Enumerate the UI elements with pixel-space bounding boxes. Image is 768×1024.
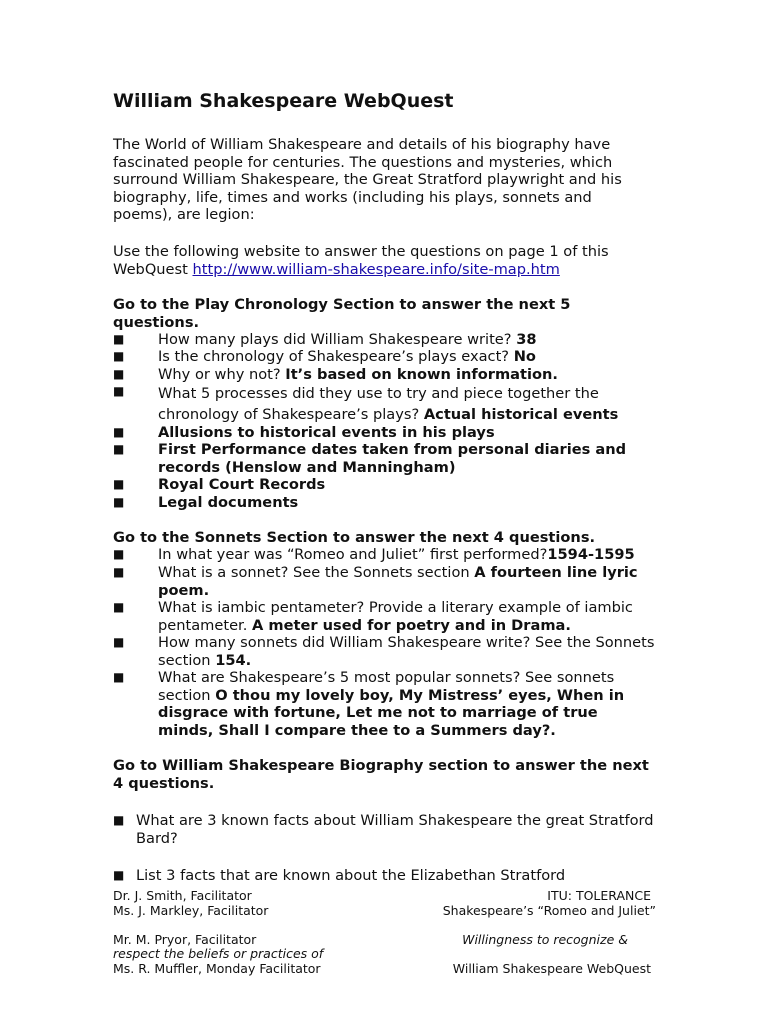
question-text: What are Shakespeare’s 5 most popular sonnets? See sonnets section [158, 669, 615, 704]
question-text: List 3 facts that are known about the Elizabethan Stratford [136, 867, 566, 884]
bullet-icon: ■ [113, 868, 125, 882]
section1-heading: Go to the Play Chronology Section to answer the next 5 questions. [113, 296, 571, 331]
footer-tolerance-definition-end: respect the beliefs or practices of [113, 946, 324, 961]
footer-itu-label: ITU: TOLERANCE [547, 888, 651, 903]
question-text: How many sonnets did William Shakespeare write? See the Sonnets section [158, 634, 655, 669]
question-text: How many plays did William Shakespeare write? [158, 331, 517, 348]
website-intro-text: Use the following website to answer the questions on page 1 of this WebQuest [113, 243, 609, 278]
bullet-icon: ■ [113, 600, 125, 614]
question-text: Why or why not? [158, 366, 286, 383]
answer-text: A fourteen line lyric poem. [158, 564, 638, 599]
bullet-icon: ■ [113, 349, 125, 363]
answer-text: No [513, 348, 536, 365]
bullet-icon: ■ [113, 565, 125, 579]
footer-unit-title: Shakespeare’s “Romeo and Juliet” [442, 903, 656, 918]
bullet-icon: ■ [113, 367, 125, 381]
footer-facilitator-markley: Ms. J. Markley, Facilitator [113, 903, 269, 918]
bullet-icon: ■ [113, 442, 125, 456]
question-text: What is iambic pentameter? Provide a literary example of iambic pentameter. [158, 599, 633, 634]
footer-facilitator-smith: Dr. J. Smith, Facilitator [113, 888, 252, 903]
answer-text: 154. [215, 651, 252, 669]
website-paragraph [113, 243, 653, 278]
footer-facilitator-pryor: Mr. M. Pryor, Facilitator [113, 932, 257, 947]
answer-text: Royal Court Records [158, 476, 326, 493]
footer-webquest-title: William Shakespeare WebQuest [452, 961, 651, 976]
answer-text: First Performance dates taken from personal diaries and records (Henslow and Manningham) [158, 441, 627, 476]
intro-paragraph: The World of William Shakespeare and details of his biography have fascinated people for centuries. The questions and mysteries, which surround William Shakespeare, the Great Stratford playwright and his biography, life, times and works (including his plays, sonnets and poems), are legion: [113, 136, 622, 224]
page-title: William Shakespeare WebQuest [113, 90, 454, 112]
bullet-icon: ■ [113, 477, 125, 491]
bullet-icon: ■ [113, 384, 125, 398]
question-text: In what year was “Romeo and Juliet” first performed? [158, 546, 548, 563]
answer-text: A meter used for poetry and in Drama. [252, 616, 571, 634]
bullet-icon: ■ [113, 495, 125, 509]
question-text: What is a sonnet? See the Sonnets section [158, 564, 475, 581]
answer-text: Legal documents [158, 494, 299, 511]
answer-text: O thou my lovely boy, My Mistress’ eyes, When in disgrace with fortune, Let me not to marriage of true minds, Shall I compare thee to a Summers day?. [158, 686, 625, 739]
bullet-icon: ■ [113, 670, 125, 684]
footer-facilitator-muffler: Ms. R. Muffler, Monday Facilitator [113, 961, 321, 976]
bullet-icon: ■ [113, 547, 125, 561]
bullet-icon: ■ [113, 425, 125, 439]
answer-text: Allusions to historical events in his plays [158, 424, 495, 441]
question-text: What 5 processes did they use to try and piece together the chronology of Shakespeare’s plays? [158, 385, 599, 423]
answer-text: 38 [516, 331, 537, 348]
question-text: Is the chronology of Shakespeare’s plays exact? [158, 348, 514, 365]
question-text: What are 3 known facts about William Shakespeare the great Stratford Bard? [136, 812, 654, 847]
section3-heading: Go to William Shakespeare Biography section to answer the next 4 questions. [113, 757, 649, 792]
answer-text: 1594-1595 [547, 546, 635, 563]
section2-heading: Go to the Sonnets Section to answer the next 4 questions. [113, 529, 596, 546]
bullet-icon: ■ [113, 813, 125, 827]
bullet-icon: ■ [113, 635, 125, 649]
answer-text: Actual historical events [423, 406, 619, 423]
footer-tolerance-definition: Willingness to recognize & [462, 932, 628, 947]
bullet-icon: ■ [113, 332, 125, 346]
website-link[interactable]: http://www.william-shakespeare.info/site-map.htm [192, 260, 560, 278]
answer-text: It’s based on known information. [285, 366, 558, 383]
